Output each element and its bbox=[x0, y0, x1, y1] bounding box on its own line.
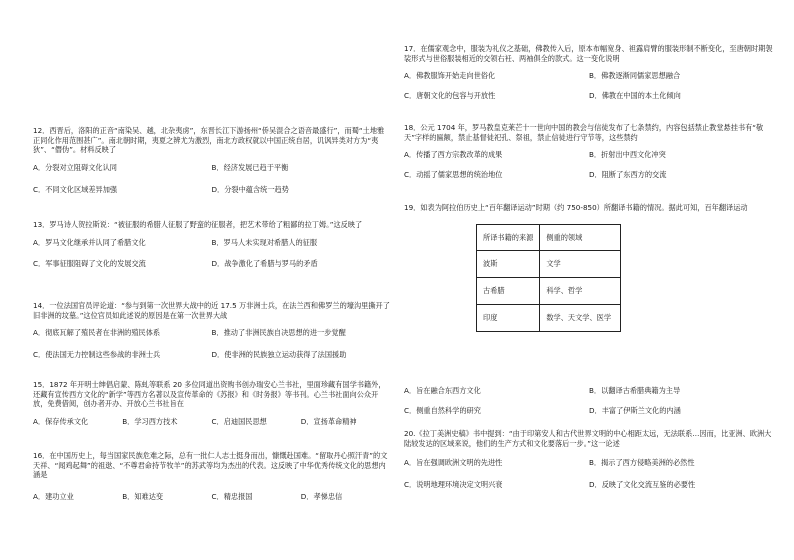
question-17 bbox=[404, 44, 774, 101]
table-cell: 古希腊 bbox=[477, 278, 540, 305]
options bbox=[33, 163, 390, 194]
option-a: A．分裂对立阻碍文化认同 bbox=[33, 163, 117, 173]
question-12 bbox=[33, 126, 390, 195]
option-b: B．知难达变 bbox=[122, 492, 164, 502]
option-a: A．旨在强调欧洲文明的先进性 bbox=[404, 458, 503, 468]
question-15 bbox=[33, 380, 390, 427]
question-20 bbox=[404, 429, 774, 490]
option-d: D．佛教在中国的本土化倾向 bbox=[589, 91, 681, 101]
option-b: B．推动了非洲民族自决思想的进一步觉醒 bbox=[211, 328, 346, 338]
table-cell: 印度 bbox=[477, 305, 540, 332]
question-stem: 19．如表为阿拉伯历史上“百年翻译运动”时期（约 750-850）所翻译书籍的情况。据此可知，百年翻译运动 bbox=[404, 203, 748, 212]
question-stem: 17．在儒家观念中，服装为礼仪之基础，佛教传入后，原本布幅宽身、袒露肩臂的服装形制不断变化，至唐朝时期袈裟形式与世俗服装相近的交领右衽、两袖俱全的款式。这一变化说明 bbox=[404, 44, 773, 63]
question-18 bbox=[404, 123, 774, 180]
option-d: D．宣扬革命精神 bbox=[300, 417, 357, 427]
option-b: B．学习西方技术 bbox=[122, 417, 178, 427]
option-b: B．罗马人未实现对希腊人的征服 bbox=[211, 237, 318, 247]
option-c: C．使法国无力控制这些参战的非洲士兵 bbox=[33, 350, 161, 360]
option-c: C．动摇了儒家思想的统治地位 bbox=[404, 170, 503, 180]
question-14 bbox=[33, 301, 390, 360]
option-a: A．建功立业 bbox=[33, 492, 74, 502]
question-stem: 18．公元 1704 年，罗马教皇克莱芒十一世向中国的教会与信徒发布了七条禁约，内容包括禁止教堂悬挂书有“敬天”字样的匾额，禁止基督徒祀孔、祭祖，禁止信徒进行守节等，这些禁约 bbox=[404, 123, 764, 142]
option-c: C．启迪国民思想 bbox=[211, 417, 267, 427]
option-c: C．军事征服阻碍了文化的发展交流 bbox=[33, 259, 146, 269]
options bbox=[404, 386, 774, 415]
question-stem: 20.《拉丁美洲史稿》书中提到：“由于印第安人和古代世界文明的中心相距太远，无法联系…因而，比亚洲、欧洲大陆较发达的区域来说，他们的生产方式和文化要落后一步。”这一论述 bbox=[404, 429, 772, 448]
table-row bbox=[477, 278, 621, 305]
question-stem: 14．一位法国官员评论道：“参与到第一次世界大战中的近 17.5 万非洲士兵，在法兰西和佛罗兰的壕沟里撕开了旧非洲的坟墓。”这位官员如此述说的原因是在第一次世界大战 bbox=[33, 301, 390, 320]
option-d: D．阻断了东西方的交流 bbox=[589, 170, 667, 180]
table-cell: 文学 bbox=[540, 251, 621, 278]
option-d: D．丰富了伊斯兰文化的内涵 bbox=[589, 405, 681, 415]
options bbox=[33, 417, 390, 427]
table-row bbox=[477, 251, 621, 278]
option-d: D．反映了文化交流互鉴的必要性 bbox=[589, 480, 696, 490]
option-a: A．保存传承文化 bbox=[33, 417, 89, 427]
table-header-cell: 侧重的领域 bbox=[540, 225, 621, 251]
table-row bbox=[477, 305, 621, 332]
question-19-options bbox=[404, 386, 774, 415]
option-a: A．彻底瓦解了殖民者在非洲的殖民体系 bbox=[33, 328, 161, 338]
option-c: C．不同文化区域差异加强 bbox=[33, 184, 118, 194]
option-a: A．佛教服饰开始走向世俗化 bbox=[404, 71, 496, 81]
options bbox=[404, 150, 774, 179]
question-stem: 13．罗马诗人贺拉斯说：“被征服的希腊人征服了野蛮的征服者，把艺术带给了粗鄙的拉丁姆。”这反映了 bbox=[33, 220, 363, 229]
question-stem: 15．1872 年开明士绅倡启蒙、陈虬等联系 20 多位同道出资购书创办瑞安心兰书社，里面珍藏有国学书籍外，还藏有宣传西方文化的“新学”等西方名著以及宣传革命的《苏报》和《时务报》等书刊。心兰书社面向公众开放，免费借阅，创办者开办、开放心兰书社旨在 bbox=[33, 380, 386, 409]
option-d: D．使非洲的民族独立运动获得了法国援助 bbox=[211, 350, 347, 360]
table-cell: 波斯 bbox=[477, 251, 540, 278]
option-d: D．分裂中蕴含统一趋势 bbox=[211, 184, 289, 194]
option-c: C．精忠报国 bbox=[211, 492, 253, 502]
option-b: B．折射出中西文化冲突 bbox=[589, 150, 666, 160]
translation-table bbox=[476, 224, 621, 332]
option-d: D．战争激化了希腊与罗马的矛盾 bbox=[211, 259, 318, 269]
option-b: B．揭示了西方侵略美洲的必然性 bbox=[589, 458, 695, 468]
question-16 bbox=[33, 451, 390, 502]
options bbox=[33, 492, 390, 502]
options bbox=[404, 458, 774, 489]
option-c: C．唐朝文化的包容与开放性 bbox=[404, 91, 496, 101]
table-cell: 数学、天文学、医学 bbox=[540, 305, 621, 332]
option-d: D．孝悌忠信 bbox=[300, 492, 343, 502]
question-stem: 12．西晋后，洛阳的正音“南染吴、越，北杂夷虏”，东晋长江下游扬州“侨吴混合之语音最盛行”，而蜀“土地雅正同化作用范围甚广”。南北朝时期，夷夏之辨尤为激烈，南北方政权就以中国正统自居，讥讽异类对方为“夷狄”、“僭伪”。材料反映了 bbox=[33, 126, 385, 155]
option-a: A．传播了西方宗教改革的成果 bbox=[404, 150, 503, 160]
options bbox=[33, 238, 390, 269]
option-b: B．经济发展已趋于平衡 bbox=[211, 163, 289, 173]
option-a: A．罗马文化继承并认同了希腊文化 bbox=[33, 237, 146, 247]
option-a: A．旨在融合东西方文化 bbox=[404, 386, 481, 395]
question-19 bbox=[404, 203, 774, 213]
table-header-row bbox=[477, 225, 621, 251]
option-b: B．佛教逐渐同儒家思想融合 bbox=[589, 71, 681, 81]
option-b: B．以翻译古希腊典籍为主导 bbox=[589, 386, 681, 395]
table-header-cell: 所译书籍的来源 bbox=[477, 225, 540, 251]
question-stem: 16．在中国历史上，每当国家民族危难之际，总有一批仁人志士挺身而出，慷慨赴国难。“留取丹心照汗青”的文天祥、“闻鸡起舞”的祖逖、“不尊君命持节牧羊”的苏武等均为杰出的代表。这反映了中华优秀传统文化的思想内涵是 bbox=[33, 451, 388, 480]
question-13 bbox=[33, 220, 390, 269]
table-cell: 科学、哲学 bbox=[540, 278, 621, 305]
options bbox=[33, 328, 390, 359]
option-c: C．侧重自然科学的研究 bbox=[404, 405, 481, 415]
option-c: C．说明地理环境决定文明兴衰 bbox=[404, 480, 503, 490]
options bbox=[404, 71, 774, 100]
